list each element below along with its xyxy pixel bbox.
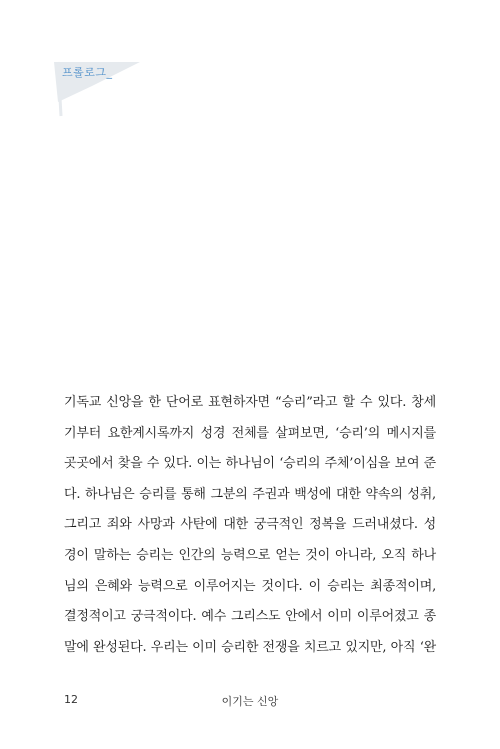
body-line: 님의 은혜와 능력으로 이루어지는 것이다. 이 승리는 최종적이며,: [64, 578, 436, 594]
running-footer-title: 이기는 신앙: [221, 695, 279, 708]
body-paragraph: [64, 388, 436, 663]
body-line: 다. 하나님은 승리를 통해 그분의 주권과 백성에 대한 약속의 성취,: [64, 486, 436, 502]
body-line: 말에 완성된다. 우리는 이미 승리한 전쟁을 치르고 있지만, 아직 ‘완: [64, 639, 436, 655]
body-line: 기부터 요한계시록까지 성경 전체를 살펴보면, ‘승리’의 메시지를: [64, 425, 436, 441]
body-line: 결정적이고 궁극적이다. 예수 그리스도 안에서 이미 이루어졌고 종: [64, 609, 436, 625]
body-line: 곳곳에서 찾을 수 있다. 이는 하나님이 ‘승리의 주체’이심을 보여 준: [64, 456, 436, 472]
section-label: 프롤로그_: [62, 66, 113, 79]
body-line: 기독교 신앙을 한 단어로 표현하자면 “승리”라고 할 수 있다. 창세: [64, 395, 436, 410]
body-line: 경이 말하는 승리는 인간의 능력으로 얻는 것이 아니라, 오직 하나: [64, 547, 436, 563]
page-number: 12: [64, 693, 78, 706]
body-line: 그리고 죄와 사망과 사탄에 대한 궁극적인 정복을 드러내셨다. 성: [64, 517, 436, 533]
